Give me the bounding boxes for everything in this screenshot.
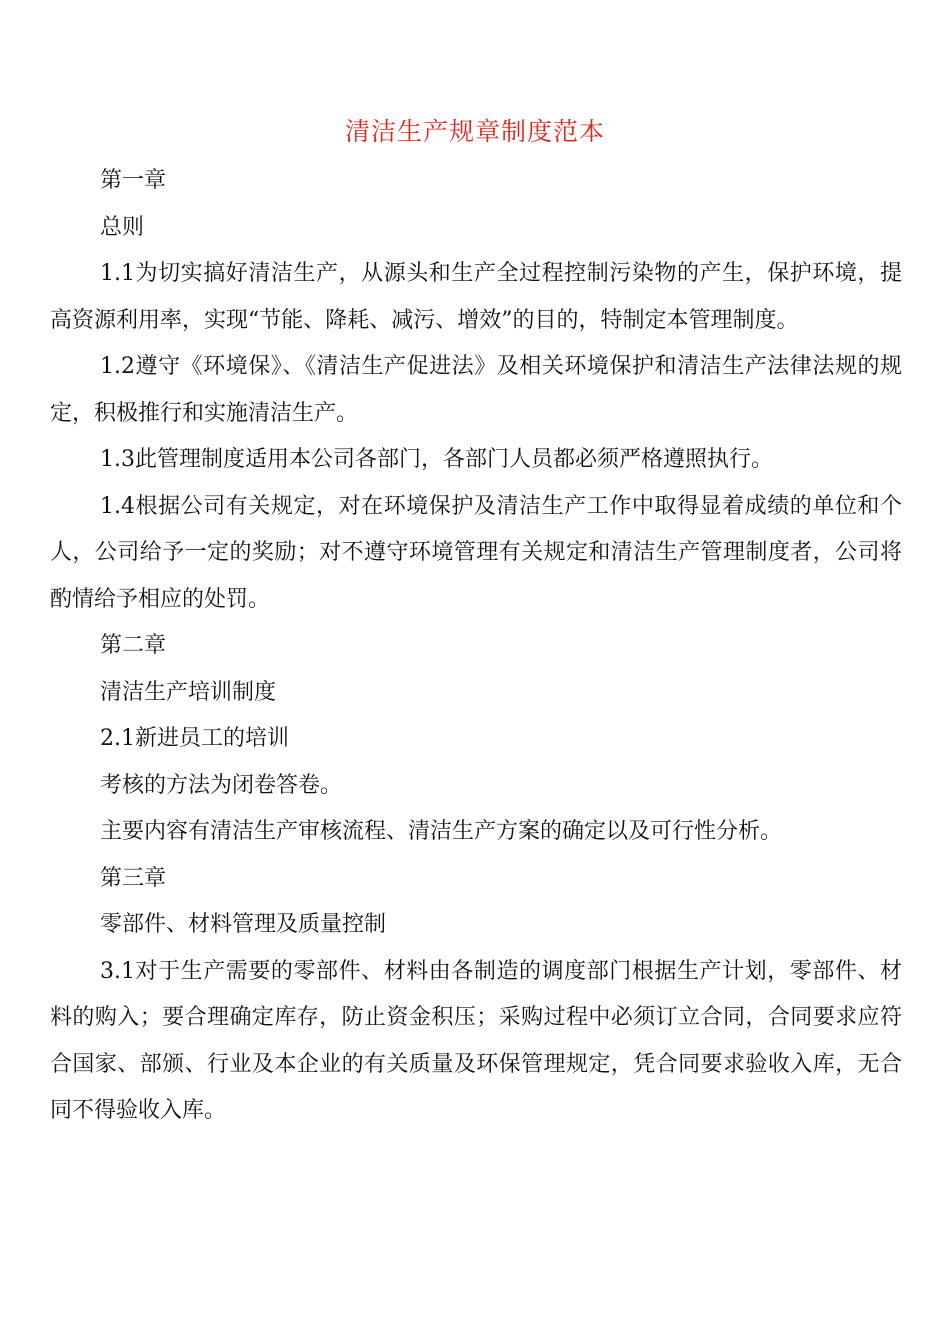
chapter-3-heading: 第三章 xyxy=(100,865,167,891)
chapter-1-title: 总则 xyxy=(100,214,145,240)
document-body xyxy=(50,158,902,1135)
document-title: 清洁生产规章制度范本 xyxy=(344,117,605,146)
clause-2-1-content: 主要内容有清洁生产审核流程、清洁生产方案的确定以及可行性分析。 xyxy=(100,819,783,844)
chapter-1-heading: 第一章 xyxy=(100,168,167,193)
chapter-2-title: 清洁生产培训制度 xyxy=(100,679,277,705)
clause-1-3: 1.3此管理制度适用本公司各部门，各部门人员都必须严格遵照执行。 xyxy=(100,447,773,472)
clause-2-1: 2.1新进员工的培训 xyxy=(100,726,289,751)
clause-1-4: 1.4根据公司有关规定，对在环境保护及清洁生产工作中取得显着成绩的单位和个人，公司给予一定的奖励；对不遵守环境管理有关规定和清洁生产管理制度者，公司将酌情给予相应的处罚。 xyxy=(50,493,902,612)
clause-1-1: 1.1为切实搞好清洁生产，从源头和生产全过程控制污染物的产生，保护环境，提高资源利用率，实现“节能、降耗、减污、增效”的目的，特制定本管理制度。 xyxy=(50,261,902,333)
clause-2-1-exam: 考核的方法为闭卷答卷。 xyxy=(100,772,343,798)
clause-1-2: 1.2遵守《环境保》、《清洁生产促进法》及相关环境保护和清洁生产法律法规的规定，积极推行和实施清洁生产。 xyxy=(50,354,902,426)
clause-3-1: 3.1对于生产需要的零部件、材料由各制造的调度部门根据生产计划，零部件、材料的购入；要合理确定库存，防止资金积压；采购过程中必须订立合同，合同要求应符合国家、部颁、行业及本企业的有关质量及环保管理规定，凭合同要求验收入库，无合同不得验收入库。 xyxy=(50,958,902,1123)
chapter-2-heading: 第二章 xyxy=(100,633,167,658)
chapter-3-title: 零部件、材料管理及质量控制 xyxy=(100,912,387,937)
